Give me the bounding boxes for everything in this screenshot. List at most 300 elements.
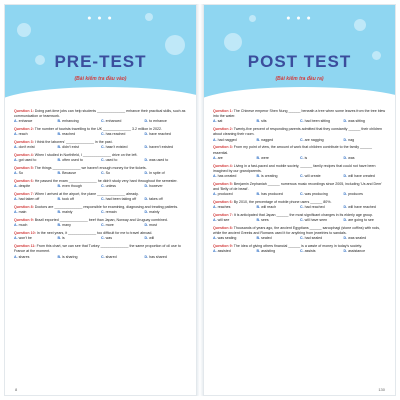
option-letter: C.	[101, 210, 105, 215]
option-letter: A.	[213, 174, 217, 179]
answer-options	[213, 249, 387, 254]
question-number: Question 2:	[14, 127, 34, 132]
option-text: is creating	[261, 174, 278, 179]
option-text: even though	[62, 184, 82, 189]
answer-option[interactable]	[213, 192, 257, 197]
question-text: It is anticipated that Japan ______ the most significant changes in its elderly age group.	[233, 213, 374, 218]
question-text: Doctors are ______________ responsible for examining, diagnosing and treating patients.	[34, 205, 179, 210]
option-letter: D.	[144, 254, 149, 259]
question-item	[213, 164, 387, 180]
option-text: shares	[18, 254, 30, 259]
option-letter: C.	[101, 184, 105, 189]
option-text: had nagged	[217, 137, 237, 142]
option-text: will reach	[261, 205, 277, 210]
option-letter: D.	[144, 145, 149, 150]
option-letter: D.	[144, 132, 149, 137]
answer-option[interactable]	[300, 218, 344, 223]
answer-options	[14, 158, 188, 163]
option-text: will have created	[348, 174, 375, 179]
answer-option[interactable]	[257, 174, 301, 179]
option-letter: A.	[213, 155, 217, 160]
option-text: assistance	[348, 249, 366, 254]
option-letter: B.	[57, 145, 62, 150]
option-letter: D.	[343, 249, 348, 254]
page-title: POST TEST	[247, 52, 352, 71]
answer-option[interactable]	[14, 255, 58, 260]
answer-option[interactable]	[14, 145, 58, 150]
answer-option[interactable]	[145, 119, 189, 124]
answer-option[interactable]	[213, 119, 257, 124]
option-letter: B.	[57, 119, 62, 124]
question-text: Benjamin Zephaniah ______ numerous music recordings since 2005, including 'Us and Dem' and 'Belly of de beast'.	[213, 181, 382, 192]
option-text: don't exist	[18, 145, 35, 150]
page-subtitle: (Bài kiểm tra đầu ra)	[275, 76, 324, 82]
page-subtitle: (Bài kiểm tra đầu vào)	[74, 76, 127, 82]
page-number: 130	[378, 387, 385, 392]
option-letter: B.	[57, 210, 62, 215]
option-text: enhance	[18, 119, 33, 124]
answer-option[interactable]	[344, 236, 388, 241]
option-text: will see	[217, 218, 230, 223]
answer-option[interactable]	[213, 218, 257, 223]
answer-option[interactable]	[257, 192, 301, 197]
option-letter: D.	[144, 210, 149, 215]
answer-option[interactable]	[58, 145, 102, 150]
question-text: When I arrived at the airport, the plane ______________ already.	[34, 192, 139, 197]
option-letter: B.	[57, 223, 62, 228]
answer-option[interactable]	[101, 223, 145, 228]
answer-option[interactable]	[101, 255, 145, 260]
answer-option[interactable]	[145, 171, 189, 176]
option-text: mainly	[62, 210, 73, 215]
answer-option[interactable]	[58, 132, 102, 137]
answer-option[interactable]	[58, 119, 102, 124]
answer-option[interactable]	[257, 119, 301, 124]
option-letter: D.	[144, 119, 149, 124]
answer-option[interactable]	[213, 138, 257, 143]
question-number: Question 3:	[14, 140, 34, 145]
question-item	[14, 231, 188, 241]
question-list	[14, 109, 188, 262]
answer-option[interactable]	[58, 197, 102, 202]
answer-option[interactable]	[101, 171, 145, 176]
option-text: had been sitting	[304, 119, 330, 124]
option-text: assisting	[261, 249, 276, 254]
question-number: Question 4:	[14, 153, 34, 158]
answer-option[interactable]	[257, 249, 301, 254]
option-letter: D.	[144, 158, 149, 163]
answer-options	[213, 138, 387, 143]
answer-option[interactable]	[257, 218, 301, 223]
answer-option[interactable]	[101, 197, 145, 202]
question-item	[14, 127, 188, 137]
option-letter: A.	[14, 158, 18, 163]
option-text: In spite of	[149, 171, 165, 176]
option-text: was sealing	[217, 236, 237, 241]
option-text: however	[149, 184, 163, 189]
option-text: will	[149, 236, 155, 241]
answer-option[interactable]	[14, 158, 58, 163]
answer-option[interactable]	[213, 156, 257, 161]
option-letter: C.	[300, 137, 304, 142]
option-letter: A.	[14, 171, 18, 176]
option-letter: C.	[101, 223, 105, 228]
option-letter: A.	[213, 137, 217, 142]
question-item	[14, 192, 188, 202]
option-letter: B.	[57, 236, 62, 241]
question-number: Question 7:	[213, 213, 233, 218]
answer-option[interactable]	[213, 236, 257, 241]
option-text: were	[261, 155, 269, 160]
option-letter: A.	[14, 223, 18, 228]
option-text: was producing	[304, 192, 328, 197]
answer-option[interactable]	[257, 236, 301, 241]
option-letter: B.	[57, 158, 62, 163]
answer-option[interactable]	[344, 119, 388, 124]
option-text: sees	[261, 218, 269, 223]
option-letter: B.	[256, 137, 261, 142]
option-text: was	[348, 155, 355, 160]
option-text: are	[217, 155, 223, 160]
option-text: despite	[18, 184, 31, 189]
question-number: Question 1:	[213, 109, 233, 113]
option-letter: A.	[213, 249, 217, 254]
option-text: was sealed	[348, 236, 367, 241]
option-text: has created	[217, 174, 237, 179]
answer-options	[14, 132, 188, 137]
option-text: reached	[62, 132, 76, 137]
answer-options	[213, 205, 387, 210]
question-item	[213, 127, 387, 143]
option-letter: C.	[300, 205, 304, 210]
option-text: will create	[304, 174, 321, 179]
answer-option[interactable]	[14, 197, 58, 202]
question-item	[14, 218, 188, 228]
answer-options	[14, 223, 188, 228]
question-text: Doing part-time jobs can help students ______________ enhance their practical skills, such as communication or teamwork.	[14, 109, 186, 119]
option-letter: A.	[213, 205, 217, 210]
option-letter: A.	[213, 192, 217, 197]
answer-option[interactable]	[300, 236, 344, 241]
answer-option[interactable]	[257, 205, 301, 210]
option-letter: C.	[101, 236, 105, 241]
option-text: reach	[18, 132, 28, 137]
question-number: Question 6:	[213, 200, 233, 205]
option-letter: B.	[57, 171, 62, 176]
answer-option[interactable]	[14, 132, 58, 137]
option-text: assisted	[217, 249, 231, 254]
option-letter: B.	[256, 155, 261, 160]
answer-options	[213, 119, 387, 124]
question-item	[14, 244, 188, 260]
option-letter: A.	[14, 119, 18, 124]
option-letter: C.	[101, 171, 105, 176]
option-text: to enhance	[149, 119, 167, 124]
option-letter: B.	[256, 205, 261, 210]
question-number: Question 9:	[213, 244, 233, 249]
question-text: Thousands of years ago, the ancient Egyptians ______ sarcophagi (stone coffins) with rods, while the ancient Greeks and Romans used it for anything from jewelries to sandals.	[213, 226, 381, 236]
option-letter: D.	[144, 223, 149, 228]
option-text: sat	[217, 119, 223, 124]
answer-option[interactable]	[300, 138, 344, 143]
option-text: So	[18, 171, 23, 176]
answer-options	[213, 174, 387, 179]
answer-option[interactable]	[14, 171, 58, 176]
page-number: 8	[15, 387, 18, 392]
option-text: took off	[62, 197, 74, 202]
answer-options	[14, 255, 188, 260]
question-number: Question 9:	[14, 218, 34, 223]
option-letter: B.	[256, 192, 261, 197]
option-text: takes off	[149, 197, 163, 202]
option-letter: D.	[343, 119, 348, 124]
question-item	[213, 213, 387, 223]
answer-option[interactable]	[58, 210, 102, 215]
option-letter: C.	[101, 145, 105, 150]
answer-option[interactable]	[101, 145, 145, 150]
option-text: have reached	[149, 132, 171, 137]
option-text: enhanced	[105, 119, 122, 124]
question-text-line	[213, 226, 387, 236]
question-text-line	[14, 109, 188, 119]
question-number: Question 5:	[213, 181, 233, 186]
option-text: much	[18, 223, 28, 228]
option-letter: B.	[256, 174, 261, 179]
answer-option[interactable]	[58, 223, 102, 228]
option-letter: D.	[144, 171, 149, 176]
question-text-line	[213, 182, 387, 192]
answer-option[interactable]	[145, 132, 189, 137]
option-letter: A.	[14, 236, 18, 241]
answer-option[interactable]	[58, 236, 102, 241]
question-text: Brazil exported ______________ beef than Japan, Norway and Uruguay combined.	[34, 218, 168, 223]
option-letter: C.	[300, 155, 304, 160]
question-item	[14, 153, 188, 163]
question-item	[213, 226, 387, 242]
answer-option[interactable]	[213, 174, 257, 179]
question-text-line	[14, 244, 188, 254]
option-letter: A.	[14, 145, 18, 150]
option-letter: D.	[343, 205, 348, 210]
question-text: Twenty-five percent of responding parents admitted that they constantly ______ their children about cleaning their room.	[213, 127, 382, 137]
question-text: In the next years, it ______________ too difficult for me to travel abroad.	[36, 231, 153, 236]
option-letter: C.	[101, 119, 105, 124]
answer-option[interactable]	[300, 249, 344, 254]
option-text: unless	[105, 184, 116, 189]
option-text: mainly	[149, 210, 160, 215]
answer-option[interactable]	[300, 205, 344, 210]
answer-option[interactable]	[101, 158, 145, 163]
option-letter: B.	[57, 197, 62, 202]
answer-option[interactable]	[101, 236, 145, 241]
option-letter: C.	[300, 119, 304, 124]
decor-dots: ● ● ●	[87, 15, 114, 22]
question-text-line	[213, 145, 387, 155]
option-text: enhancing	[62, 119, 79, 124]
option-text: haven't existed	[149, 145, 173, 150]
option-letter: C.	[300, 249, 304, 254]
option-letter: C.	[300, 236, 304, 241]
option-text: had sealed	[304, 236, 323, 241]
answer-option[interactable]	[58, 255, 102, 260]
answer-option[interactable]	[101, 132, 145, 137]
option-letter: A.	[14, 197, 18, 202]
option-text: got used to	[18, 158, 37, 163]
option-text: assists	[304, 249, 316, 254]
answer-options	[213, 236, 387, 241]
option-text: will have seen	[304, 218, 328, 223]
option-letter: A.	[14, 254, 18, 259]
answer-option[interactable]	[257, 156, 301, 161]
option-letter: D.	[343, 174, 348, 179]
answer-option[interactable]	[145, 255, 189, 260]
question-number: Question 6:	[14, 179, 34, 184]
question-item	[213, 200, 387, 210]
option-text: had reached	[304, 205, 325, 210]
option-letter: B.	[256, 236, 261, 241]
option-letter: C.	[300, 192, 304, 197]
answer-option[interactable]	[344, 192, 388, 197]
option-letter: A.	[14, 210, 18, 215]
question-text: The idea of giving others financial ______ is a waste of money in today's society.	[233, 244, 362, 249]
answer-option[interactable]	[58, 171, 102, 176]
option-letter: C.	[101, 132, 105, 137]
answer-option[interactable]	[344, 156, 388, 161]
option-text: hasn't existed	[105, 145, 128, 150]
question-number: Question 2:	[213, 127, 233, 132]
answer-option[interactable]	[145, 158, 189, 163]
option-letter: C.	[101, 254, 105, 259]
answer-option[interactable]	[300, 192, 344, 197]
answer-options	[14, 210, 188, 215]
answer-option[interactable]	[145, 145, 189, 150]
question-number: Question 10:	[14, 231, 36, 236]
answer-option[interactable]	[145, 197, 189, 202]
answer-option[interactable]	[145, 184, 189, 189]
answer-options	[14, 145, 188, 150]
decor-dots: ● ● ●	[286, 15, 313, 22]
option-letter: B.	[57, 132, 62, 137]
question-text: The number of tourists travelling to the UK ______________ 3.2 million in 2022.	[34, 127, 162, 132]
question-text: When I studied in Northfield, I ______________ drive on the left.	[34, 153, 138, 158]
answer-options	[14, 119, 188, 124]
question-item	[14, 109, 188, 125]
option-text: won't be	[18, 236, 32, 241]
option-text: main	[18, 210, 27, 215]
option-letter: B.	[256, 218, 261, 223]
answer-option[interactable]	[344, 249, 388, 254]
option-text: is	[62, 236, 65, 241]
question-number: Question 4:	[213, 163, 233, 168]
option-letter: C.	[300, 218, 304, 223]
answer-option[interactable]	[14, 184, 58, 189]
answer-options	[14, 197, 188, 202]
option-letter: D.	[343, 155, 348, 160]
answer-option[interactable]	[58, 184, 102, 189]
answer-option[interactable]	[145, 210, 189, 215]
answer-option[interactable]	[213, 249, 257, 254]
option-letter: D.	[144, 236, 149, 241]
question-item	[14, 205, 188, 215]
option-text: was sitting	[348, 119, 365, 124]
answer-option[interactable]	[145, 236, 189, 241]
answer-option[interactable]	[257, 138, 301, 143]
answer-option[interactable]	[344, 138, 388, 143]
option-text: nag	[348, 137, 355, 142]
answer-option[interactable]	[344, 174, 388, 179]
question-text: From this chart, we can see that Turkey ______________ the same proportion of oil use to France at the moment.	[14, 244, 181, 254]
question-text: I think the laborers' ______________ in the past.	[34, 140, 113, 145]
option-letter: D.	[343, 137, 348, 142]
question-number: Question 7:	[14, 192, 34, 197]
answer-options	[14, 184, 188, 189]
option-text: sealed	[261, 236, 272, 241]
answer-option[interactable]	[300, 174, 344, 179]
question-text: By 2010, the percentage of mobile phone users ______ 80%.	[233, 200, 332, 205]
question-item	[213, 182, 387, 198]
option-letter: D.	[144, 184, 149, 189]
option-text: So	[105, 171, 110, 176]
option-text: are going to see	[348, 218, 374, 223]
answer-option[interactable]	[145, 223, 189, 228]
option-letter: B.	[57, 254, 62, 259]
option-text: was used to	[149, 158, 169, 163]
answer-option[interactable]	[14, 236, 58, 241]
answer-option[interactable]	[213, 205, 257, 210]
right-page	[203, 4, 396, 396]
answer-option[interactable]	[344, 205, 388, 210]
option-letter: D.	[343, 236, 348, 241]
question-number: Question 8:	[213, 226, 233, 231]
option-letter: B.	[256, 249, 261, 254]
option-text: has shared	[149, 254, 167, 259]
answer-option[interactable]	[14, 119, 58, 124]
answer-option[interactable]	[101, 119, 145, 124]
question-text: Living in a fast-paced and mobile society, ______ family recipes that could not have been imagined by our grandparents.	[213, 163, 376, 173]
option-text: is	[304, 155, 308, 160]
page-title: PRE-TEST	[54, 52, 147, 71]
question-text-line	[213, 127, 387, 137]
answer-option[interactable]	[58, 158, 102, 163]
answer-options	[213, 192, 387, 197]
answer-option[interactable]	[300, 156, 344, 161]
option-text: often used to	[62, 158, 83, 163]
answer-option[interactable]	[344, 218, 388, 223]
question-item	[14, 179, 188, 189]
option-text: Because	[62, 171, 77, 176]
option-text: had been taking off	[105, 197, 137, 202]
option-text: more	[105, 223, 114, 228]
answer-option[interactable]	[14, 210, 58, 215]
question-number: Question 11:	[14, 244, 36, 249]
answer-option[interactable]	[101, 184, 145, 189]
left-page	[4, 4, 197, 396]
option-letter: A.	[213, 218, 217, 223]
answer-option[interactable]	[101, 210, 145, 215]
option-letter: A.	[213, 119, 217, 124]
option-text: had taken off	[18, 197, 40, 202]
answer-option[interactable]	[14, 223, 58, 228]
option-letter: D.	[144, 197, 149, 202]
option-text: reaches	[217, 205, 231, 210]
question-text-line	[213, 109, 387, 119]
option-text: many	[62, 223, 71, 228]
answer-options	[213, 218, 387, 223]
option-text: nagged	[261, 137, 274, 142]
option-text: most	[149, 223, 157, 228]
option-text: was	[105, 236, 112, 241]
answer-option[interactable]	[300, 119, 344, 124]
